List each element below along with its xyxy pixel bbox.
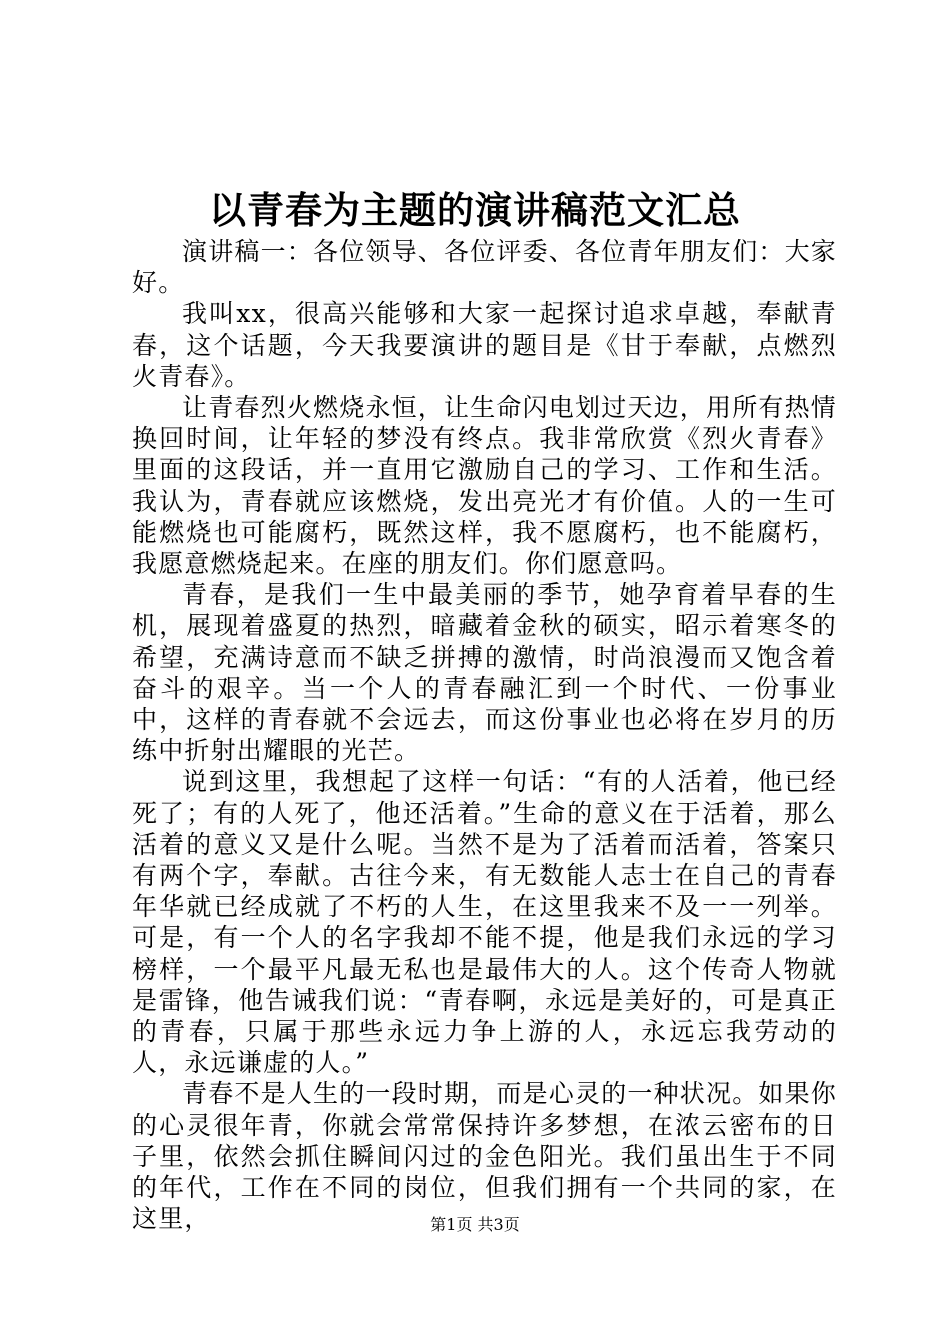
paragraph: 演讲稿一：各位领导、各位评委、各位青年朋友们：大家好。 (132, 237, 838, 298)
paragraph: 青春不是人生的一段时期，而是心灵的一种状况。如果你的心灵很年青，你就会常常保持许多梦想，在浓云密布的日子里，依然会抓住瞬间闪过的金色阳光。我们虽出生于不同的年代，工作在不同的岗位，但我们拥有一个共同的家，在这里， (132, 1079, 838, 1234)
document-body (132, 236, 837, 1235)
page-footer: 第1页 共3页 (430, 1215, 520, 1234)
paragraph: 青春，是我们一生中最美丽的季节，她孕育着早春的生机，展现着盛夏的热烈，暗藏着金秋的硕实，昭示着寒冬的希望，充满诗意而不缺乏拼搏的激情，时尚浪漫而又饱含着奋斗的艰辛。当一个人的青春融汇到一个时代、一份事业中，这样的青春就不会远去，而这份事业也必将在岁月的历练中折射出耀眼的光芒。 (132, 580, 837, 766)
paragraph: 让青春烈火燃烧永恒，让生命闪电划过天边，用所有热情换回时间，让年轻的梦没有终点。我非常欣赏《烈火青春》里面的这段话，并一直用它激励自己的学习、工作和生活。我认为，青春就应该燃烧，发出亮光才有价值。人的一生可能燃烧也可能腐朽，既然这样，我不愿腐朽，也不能腐朽，我愿意燃烧起来。在座的朋友们。你们愿意吗。 (132, 393, 838, 579)
document-title: 以青春为主题的演讲稿范文汇总 (209, 188, 741, 232)
paragraph: 我叫xx，很高兴能够和大家一起探讨追求卓越，奉献青春，这个话题，今天我要演讲的题目是《甘于奉献，点燃烈火青春》。 (132, 299, 837, 391)
paragraph: 说到这里，我想起了这样一句话：“有的人活着，他已经死了；有的人死了，他还活着。”生命的意义在于活着，那么活着的意义又是什么呢。当然不是为了活着而活着，答案只有两个字，奉献。古往今来，有无数能人志士在自己的青春年华就已经成就了不朽的人生，在这里我来不及一一列举。可是，有一个人的名字我却不能不提，他是我们永远的学习榜样，一个最平凡最无私也是最伟大的人。这个传奇人物就是雷锋，他告诫我们说：“青春啊，永远是美好的，可是真正的青春，只属于那些永远力争上游的人，永远忘我劳动的人，永远谦虚的人。” (132, 767, 837, 1078)
